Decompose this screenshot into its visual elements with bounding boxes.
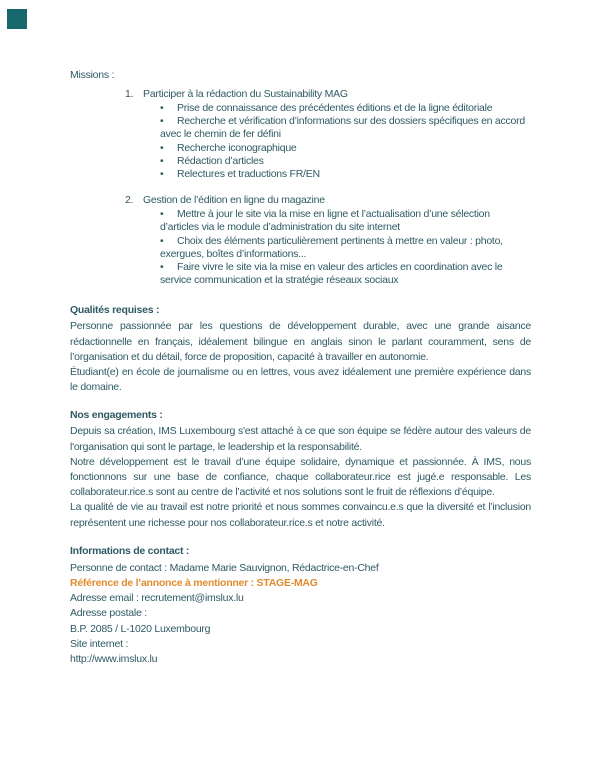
bullet-text: Faire vivre le site via la mise en valeur des articles en coordination avec le service communication et la stratégie réseaux sociaux: [160, 261, 503, 287]
bullet-text: Recherche et vérification d’informations sur des dossiers spécifiques en accord avec le chemin de fer défini: [160, 115, 525, 141]
mission-item-2: [125, 194, 531, 207]
bullet-item: [160, 142, 531, 155]
mission-item-2-bullets: [160, 208, 531, 287]
contact-site-value: http://www.imslux.lu: [70, 653, 158, 666]
qualities-heading: Qualités requises :: [70, 304, 160, 317]
mission-item-1-bullets: [160, 102, 531, 181]
bullet-icon: •: [160, 261, 164, 274]
contact-postal-label: Adresse postale :: [70, 607, 147, 620]
qualities-paragraphs: [70, 319, 531, 395]
bullet-text: Mettre à jour le site via la mise en ligne et l’actualisation d’une sélection d’articles via le module d’administration du site internet: [160, 208, 490, 234]
commitments-paragraph-1: Depuis sa création, IMS Luxembourg s'est attaché à ce que son équipe se fédère autour des valeurs de l'organisation qui sont le partage, le leadership et la responsabilité.: [70, 425, 531, 453]
contact-lines: [70, 561, 531, 667]
bullet-text: Choix des éléments particulièrement pertinents à mettre en valeur : photo, exergues, boîtes d’informations...: [160, 234, 503, 260]
bullet-item: [160, 168, 531, 181]
mission-item-1-number: 1.: [125, 88, 134, 100]
missions-heading: Missions :: [70, 69, 115, 81]
bullet-item: [160, 261, 531, 287]
bullet-icon: •: [160, 168, 164, 181]
bullet-icon: •: [160, 234, 164, 247]
commitments-section: [70, 408, 531, 530]
qualities-paragraph-1: Personne passionnée par les questions de développement durable, avec une grande aisance rédactionnelle en français, idéalement bilingue en anglais sinon le parlant couramment, sens de l’organisation et du détail, force de proposition, capacité à travailler en autonomie.: [70, 320, 531, 363]
mission-item-1: [125, 88, 531, 101]
mission-item-1-title: Participer à la rédaction du Sustainability MAG: [143, 88, 348, 100]
bullet-text: Prise de connaissance des précédentes éditions et de la ligne éditoriale: [177, 102, 493, 114]
bullet-item: [160, 155, 531, 168]
commitments-paragraph-3: La qualité de vie au travail est notre priorité et nous sommes convaincu.e.s que la diversité et l’inclusion représentent une richesse pour nos collaborateur.rice.s et notre activité.: [70, 501, 531, 529]
bullet-text: Recherche iconographique: [177, 141, 297, 154]
bullet-item: [160, 102, 531, 115]
corner-square-mark: [7, 9, 27, 29]
bullet-icon: •: [160, 208, 164, 221]
bullet-text: Rédaction d’articles: [177, 154, 264, 167]
bullet-item: [160, 208, 531, 234]
mission-item-2-number: 2.: [125, 194, 134, 207]
contact-email-line: Adresse email : recrutement@imslux.lu: [70, 592, 244, 605]
bullet-item: [160, 235, 531, 261]
qualities-paragraph-2: Étudiant(e) en école de journalisme ou en lettres, vous avez idéalement une première expérience dans le domaine.: [70, 366, 531, 394]
commitments-heading: Nos engagements :: [70, 409, 163, 422]
bullet-icon: •: [160, 154, 164, 167]
commitments-paragraph-2: Notre développement est le travail d’une équipe solidaire, dynamique et passionnée. À IMS, nous fonctionnons sur une base de confiance, chaque collaborateur.rice est jugé.e responsable. Les collaborateur.rice.s sont au centre de l’activité et nos solutions sont le fruit de réflexions d’équipe.: [70, 455, 531, 499]
bullet-icon: •: [160, 115, 164, 128]
contact-postal-value: B.P. 2085 / L-1020 Luxembourg: [70, 622, 211, 635]
bullet-icon: •: [160, 102, 164, 114]
qualities-section: [70, 303, 531, 395]
contact-section: [70, 544, 531, 667]
contact-person-line: Personne de contact : Madame Marie Sauvignon, Rédactrice-en-Chef: [70, 561, 379, 574]
mission-item-2-title: Gestion de l’édition en ligne du magazine: [143, 194, 325, 207]
bullet-item: [160, 115, 531, 141]
document-content: [70, 69, 531, 667]
contact-heading: Informations de contact :: [70, 544, 190, 557]
contact-reference-line: Référence de l’annonce à mentionner : STAGE-MAG: [70, 577, 318, 590]
bullet-icon: •: [160, 141, 164, 154]
commitments-paragraphs: [70, 424, 531, 530]
bullet-text: Relectures et traductions FR/EN: [177, 168, 320, 181]
contact-site-label: Site internet :: [70, 637, 129, 650]
